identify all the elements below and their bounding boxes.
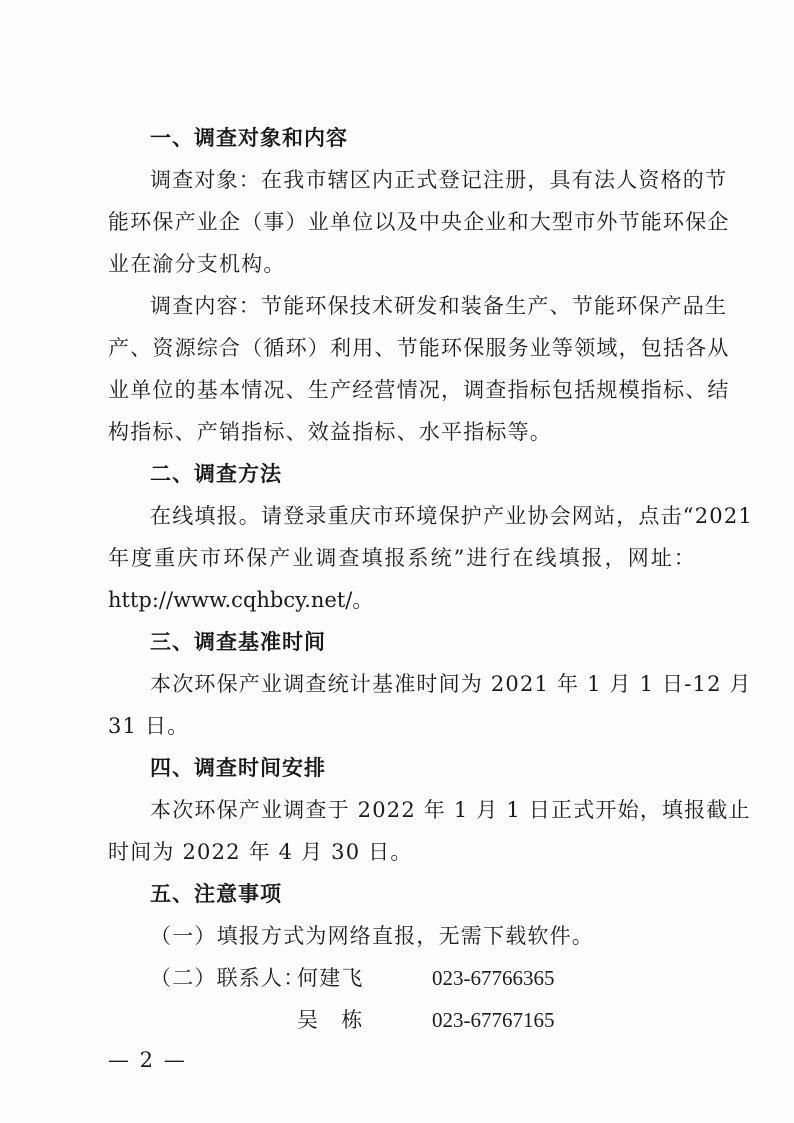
contact-phone: 023-67767165 (432, 1008, 555, 1032)
contact-label: （二）联系人： (150, 966, 306, 990)
paragraph-line: 调查内容：节能环保技术研发和装备生产、节能环保产品生 (150, 294, 728, 318)
paragraph-line: 调查对象：在我市辖区内正式登记注册，具有法人资格的节 (150, 168, 728, 192)
page-number: — 2 — (108, 1048, 187, 1072)
paragraph-line: 能环保产业企（事）业单位以及中央企业和大型市外节能环保企 (108, 210, 730, 234)
paragraph-line: 31 日。 (108, 714, 190, 738)
paragraph-line: 年度重庆市环保产业调查填报系统”进行在线填报，网址： (108, 546, 696, 570)
paragraph-line: 时间为 2022 年 4 月 30 日。 (108, 840, 413, 864)
contact-phone: 023-67766365 (432, 966, 555, 990)
paragraph-line: 业在渝分支机构。 (108, 252, 286, 276)
section-heading-5: 五、注意事项 (150, 882, 282, 906)
paragraph-line: 构指标、产销指标、效益指标、水平指标等。 (108, 420, 552, 444)
paragraph-line: 本次环保产业调查于 2022 年 1 月 1 日正式开始，填报截止 (150, 798, 751, 822)
section-heading-4: 四、调查时间安排 (150, 756, 326, 780)
section-heading-2: 二、调查方法 (150, 462, 282, 486)
contact-name: 吴 栋 (297, 1008, 364, 1032)
note-item-1: （一）填报方式为网络直报，无需下载软件。 (150, 924, 594, 948)
paragraph-line: 本次环保产业调查统计基准时间为 2021 年 1 月 1 日-12 月 (150, 672, 752, 696)
section-heading-3: 三、调查基准时间 (150, 630, 326, 654)
paragraph-line: 在线填报。请登录重庆市环境保护产业协会网站，点击“2021 (150, 504, 753, 528)
contact-name: 何建飞 (297, 966, 364, 990)
section-heading-1: 一、调查对象和内容 (150, 126, 348, 150)
paragraph-line: 业单位的基本情况、生产经营情况，调查指标包括规模指标、结 (108, 378, 730, 402)
paragraph-line: 产、资源综合（循环）利用、节能环保服务业等领域，包括各从 (108, 336, 730, 360)
website-url[interactable]: http://www.cqhbcy.net/。 (108, 588, 374, 612)
